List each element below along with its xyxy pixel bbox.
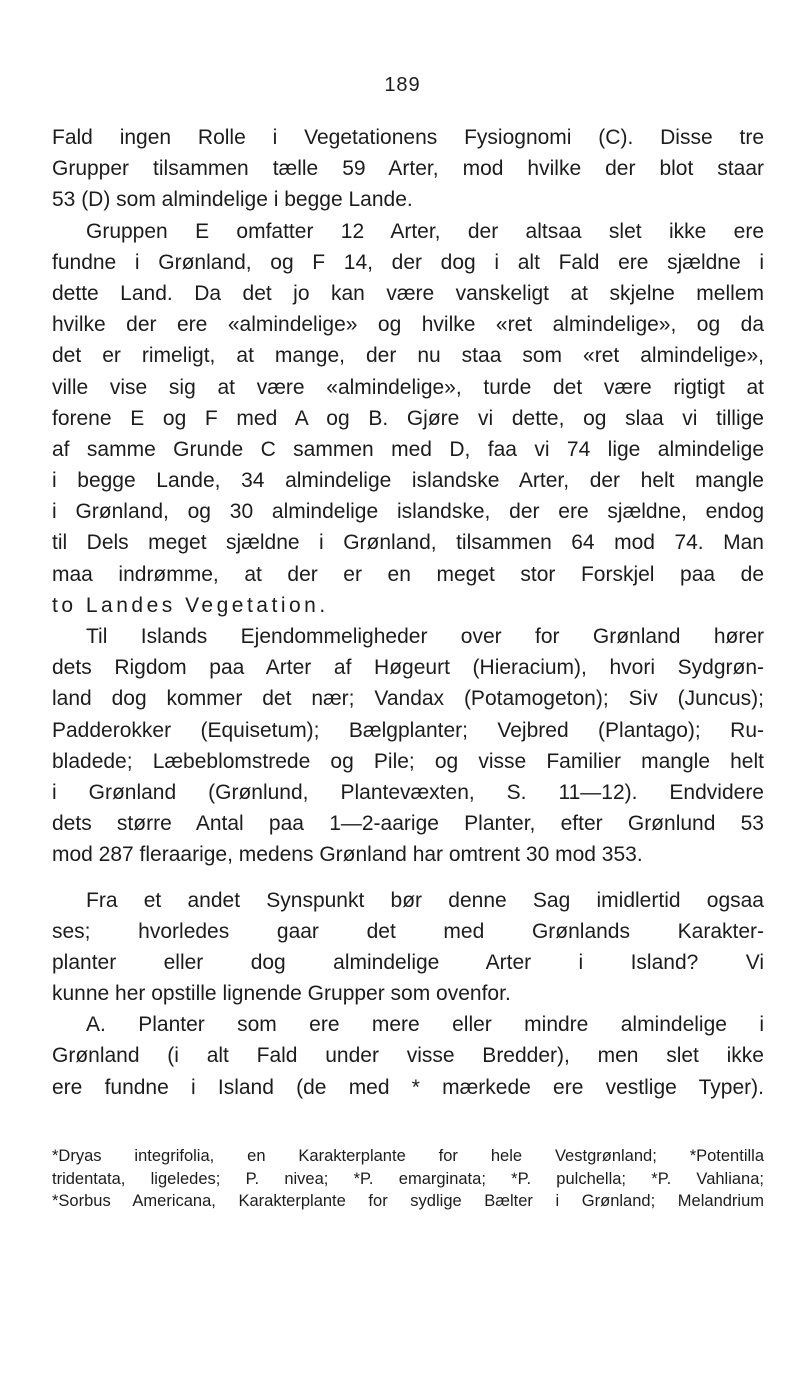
- text-line: dets Rigdom paa Arter af Høgeurt (Hieracium), hvori Sydgrøn-: [52, 656, 764, 680]
- text-line: Padderokker (Equisetum); Bælgplanter; Vejbred (Plantago); Ru-: [52, 718, 764, 742]
- text-line: Grupper tilsammen tælle 59 Arter, mod hvilke der blot staar: [52, 157, 764, 181]
- text-line: maa indrømme, at der er en meget stor Forskjel paa de: [52, 562, 764, 586]
- text-line: ses; hvorledes gaar det med Grønlands Karakter-: [52, 919, 764, 943]
- text-line: mod 287 fleraarige, medens Grønland har omtrent 30 mod 353.: [52, 843, 643, 867]
- species-line: *Dryas integrifolia, en Karakterplante for hele Vestgrønland; *Potentilla: [52, 1147, 764, 1165]
- text-line: Fra et andet Synspunkt bør denne Sag imidlertid ogsaa: [86, 888, 764, 912]
- text-line: i Grønland (Grønlund, Plantevæxten, S. 11—12). Endvidere: [52, 780, 764, 804]
- text-line: fundne i Grønland, og F 14, der dog i alt Fald ere sjældne i: [52, 250, 764, 274]
- species-line: *Sorbus Americana, Karakterplante for sydlige Bælter i Grønland; Melandrium: [52, 1192, 764, 1210]
- text-line: Fald ingen Rolle i Vegetationens Fysiognomi (C). Disse tre: [52, 126, 764, 149]
- text-line: i begge Lande, 34 almindelige islandske Arter, der helt mangle: [52, 469, 764, 493]
- text-line: ville vise sig at være «almindelige», turde det være rigtigt at: [52, 375, 764, 399]
- page-number: 189: [384, 74, 421, 96]
- species-list: [52, 1145, 764, 1213]
- text-line: Til Islands Ejendommeligheder over for Grønland hører: [86, 625, 764, 648]
- text-line: A. Planter som ere mere eller mindre almindelige i: [86, 1013, 764, 1037]
- text-line: i Grønland, og 30 almindelige islandske, der ere sjældne, endog: [52, 500, 764, 524]
- text-line: kunne her opstille lignende Grupper som ovenfor.: [52, 982, 511, 1006]
- text-line: Gruppen E omfatter 12 Arter, der altsaa slet ikke ere: [86, 219, 764, 243]
- text-line: planter eller dog almindelige Arter i Island? Vi: [52, 950, 764, 974]
- text-line: to Landes Vegetation.: [52, 593, 329, 617]
- text-line: ere fundne i Island (de med * mærkede ere vestlige Typer).: [52, 1075, 764, 1099]
- text-line: af samme Grunde C sammen med D, faa vi 74 lige almindelige: [52, 437, 764, 461]
- text-line: hvilke der ere «almindelige» og hvilke «ret almindelige», og da: [52, 313, 764, 337]
- text-line: forene E og F med A og B. Gjøre vi dette, og slaa vi tillige: [52, 406, 764, 430]
- text-line: 53 (D) som almindelige i begge Lande.: [52, 188, 413, 212]
- text-line: dets større Antal paa 1—2-aarige Planter, efter Grønlund 53: [52, 812, 764, 836]
- text-line: til Dels meget sjældne i Grønland, tilsammen 64 mod 74. Man: [52, 531, 764, 555]
- text-line: bladede; Læbeblomstrede og Pile; og visse Familier mangle helt: [52, 749, 764, 773]
- body-text: [52, 122, 764, 1103]
- text-line: Grønland (i alt Fald under visse Bredder), men slet ikke: [52, 1044, 764, 1068]
- text-line: land dog kommer det nær; Vandax (Potamogeton); Siv (Juncus);: [52, 687, 764, 711]
- text-line: dette Land. Da det jo kan være vanskeligt at skjelne mellem: [52, 281, 764, 305]
- text-line: det er rimeligt, at mange, der nu staa som «ret almindelige»,: [52, 344, 764, 368]
- species-line: tridentata, ligeledes; P. nivea; *P. emarginata; *P. pulchella; *P. Vahliana;: [52, 1169, 764, 1188]
- paragraph-gap: [52, 871, 764, 885]
